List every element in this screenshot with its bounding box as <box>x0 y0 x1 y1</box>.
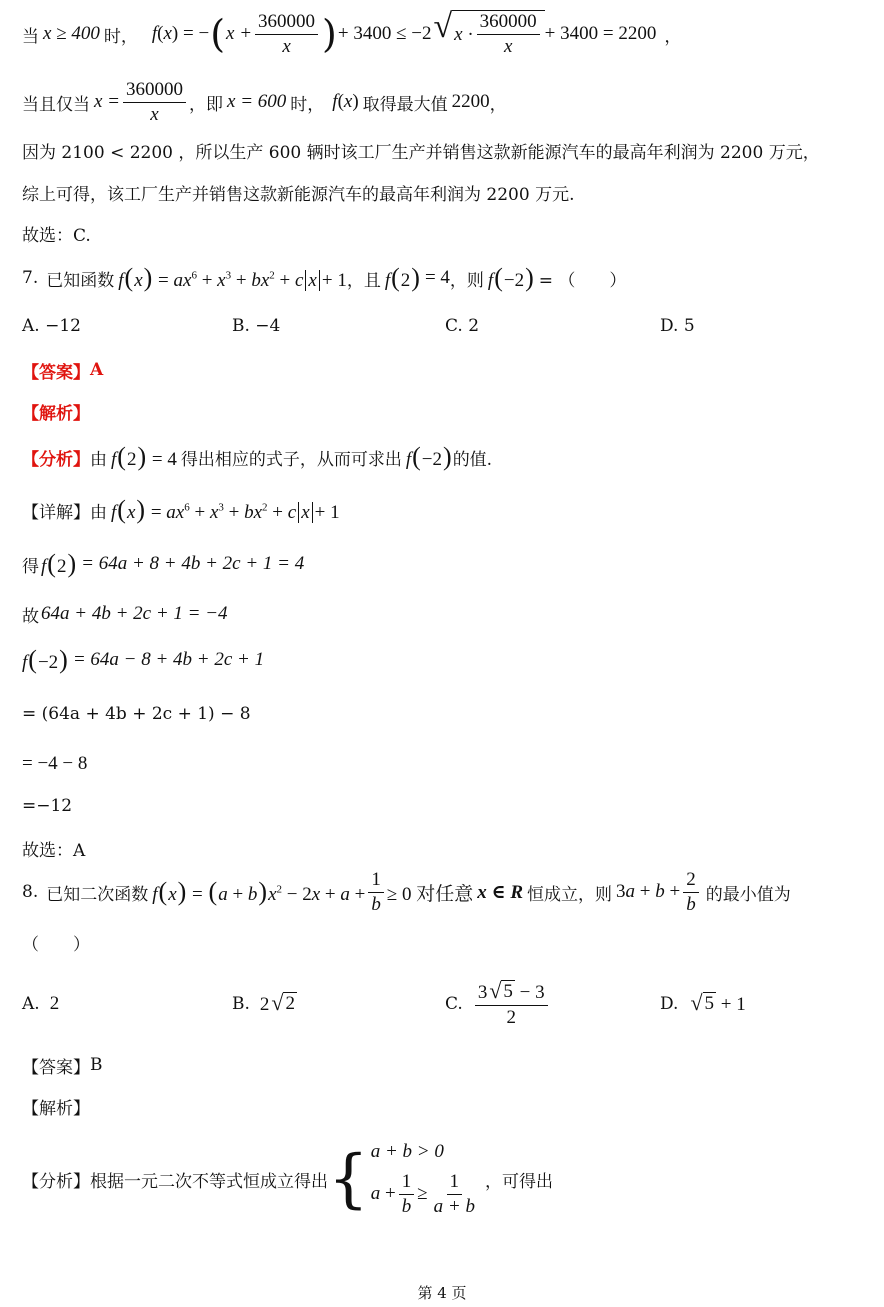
option-value: 3 √ 5 − 3 2 <box>475 980 548 1029</box>
q7-option-c: C. 2 <box>445 316 480 336</box>
left-brace: { <box>328 1142 369 1216</box>
q7-option-b: B. −4 <box>232 316 281 336</box>
question-8-stem <box>22 864 862 920</box>
inequality-1: a + b > 0 <box>370 1140 444 1162</box>
value: 2200 <box>451 91 490 112</box>
equation: x = 600 <box>227 91 287 112</box>
text: 已知函数 <box>46 270 115 291</box>
equation: 64a + 4b + 2c + 1 = −4 <box>41 603 228 624</box>
text: ，即 <box>189 94 224 115</box>
answer-label: 【答案】 <box>22 1057 90 1078</box>
q8-option-a <box>22 980 59 1028</box>
f-of-neg-2: f(−2) <box>405 441 452 471</box>
answer-value: A <box>90 360 104 380</box>
f-of-2: f(2) = 4 <box>111 441 177 471</box>
q7-option-d: D. 5 <box>660 316 695 336</box>
var-x: x = <box>94 91 121 112</box>
text: 由 <box>90 502 107 523</box>
f-of-neg-2: f(−2) <box>22 644 68 674</box>
text: 当 <box>22 26 39 47</box>
denominator: x <box>150 103 159 125</box>
numerator: 360000 <box>477 11 540 35</box>
xiangjie-label: 【详解】 <box>22 502 90 523</box>
option-value: 2 <box>49 993 60 1014</box>
page-footer: 第 4 页 <box>417 1284 467 1302</box>
text: 故 <box>22 606 39 627</box>
solution-line-1 <box>22 8 862 60</box>
q7-step-4: = (64a + 4b + 2c + 1) − 8 <box>22 704 251 724</box>
right-paren: ) <box>322 12 337 56</box>
q8-option-b <box>232 980 297 1028</box>
option-label: D. <box>660 994 679 1014</box>
sqrt-expression <box>433 10 544 58</box>
q8-analysis-label: 【解析】 <box>22 1098 90 1119</box>
text: 得出相应的式子，从而可求出 <box>180 449 402 470</box>
q7-step-5: = −4 − 8 <box>22 753 88 774</box>
solution-line-2 <box>22 76 862 128</box>
text: 已知二次函数 <box>46 884 149 905</box>
expression: + 3400 = 2200 <box>544 23 657 44</box>
numerator: 360000 <box>123 79 186 103</box>
fraction <box>477 11 540 58</box>
q8-fenxi-line <box>22 1134 862 1224</box>
answer-value: B <box>90 1055 103 1075</box>
option-value: √ 5 + 1 <box>690 990 746 1015</box>
text: 得 <box>22 556 39 577</box>
text: 根据一元二次不等式恒成立得出 <box>90 1171 328 1192</box>
solution-line-3: 因为 2100 < 2200 ，所以生产 600 辆时该工厂生产并销售这款新能源汽车的最高年利润为 2200 万元， <box>22 142 820 163</box>
text: 当且仅当 <box>22 94 90 115</box>
q8-option-d <box>660 980 746 1028</box>
numerator: 360000 <box>255 11 318 35</box>
text: ， <box>489 94 507 115</box>
q8-option-c <box>445 977 551 1028</box>
text: 恒成立，则 <box>527 884 613 905</box>
quadratic-function: $f(x) = (a + b)x^2 - 2x + a$ + <box>152 876 366 906</box>
q7-option-a: A. −12 <box>22 316 81 336</box>
solution-line-5: 故选：C. <box>22 225 91 246</box>
q7-step-3 <box>22 640 862 680</box>
solution-line-4: 综上可得，该工厂生产并销售这款新能源汽车的最高年利润为 2200 万元. <box>22 184 575 205</box>
question-number: 7. <box>22 268 39 288</box>
text: = （ ） <box>538 270 627 291</box>
option-label: A. <box>22 994 40 1014</box>
function-expression: f(x) = − <box>151 23 210 44</box>
analysis-label: 【解析】 <box>22 403 90 424</box>
fenxi-label: 【分析】 <box>22 1171 90 1192</box>
q7-analysis-label <box>22 397 862 425</box>
inequality-2: a + $\frac{1}{b}$ ≥ $\frac{1}{a + b}$ <box>370 1170 475 1217</box>
text: 时， <box>103 26 138 47</box>
radicand: x · $\frac{360000}{x}$ <box>452 10 545 58</box>
q7-answer-line <box>22 356 862 384</box>
f-of-neg-2: f(−2) <box>487 262 534 292</box>
option-label: C. <box>445 994 463 1014</box>
q7-step-2 <box>22 598 862 630</box>
q7-step-6: =−12 <box>22 796 73 816</box>
f-of-2: f(2) <box>41 548 77 578</box>
fraction <box>255 11 318 58</box>
condition: = 4 <box>424 267 450 288</box>
q8-paren: （ ） <box>22 934 90 955</box>
var-x: x + <box>226 23 253 44</box>
denominator: x <box>503 36 513 57</box>
option-label: B. <box>232 994 250 1014</box>
q7-fenxi-line <box>22 437 862 477</box>
q7-step-1 <box>22 544 862 584</box>
fenxi-label: 【分析】 <box>22 449 90 470</box>
text: ， <box>664 26 682 47</box>
f-of-2: f(2) <box>384 262 420 292</box>
text: 由 <box>90 449 107 470</box>
domain-condition: x ∈ R <box>477 881 524 903</box>
text: ，可得出 <box>484 1171 553 1192</box>
question-7-stem <box>22 258 862 298</box>
text: 时， <box>290 94 325 115</box>
fraction <box>123 79 186 126</box>
text: ，则 <box>449 270 484 291</box>
function-expression: f(x) <box>332 91 359 112</box>
q7-xiangjie-line <box>22 490 862 530</box>
fraction-1-over-b: $\frac{1}{b}$ <box>368 869 384 916</box>
text: ≥ 0 对任意 <box>386 883 474 905</box>
text: ，且 <box>346 270 381 291</box>
function-definition: $f(x) = ax^6 + x^3 + bx^2 + c$ x + 1 <box>111 494 340 524</box>
question-number: 8. <box>22 882 39 902</box>
left-paren: ( <box>210 12 226 56</box>
answer-label: 【答案】 <box>22 362 90 383</box>
inequality-system <box>371 1141 481 1218</box>
q7-choose: 故选：A <box>22 840 86 861</box>
equation: = 64a + 8 + 4b + 2c + 1 = 4 <box>81 553 305 574</box>
text: 的值. <box>452 449 493 470</box>
text: 取得最大值 <box>362 94 448 115</box>
function-definition: $f(x) = ax^6 + x^3 + bx^2 + c$ x + 1 <box>118 262 347 292</box>
q8-answer-line <box>22 1051 862 1079</box>
text: 的最小值为 <box>705 884 791 905</box>
target-expression: 3a + b + <box>616 881 681 902</box>
equation: = 64a − 8 + 4b + 2c + 1 <box>72 649 265 670</box>
radical-sign: √ <box>433 8 453 46</box>
option-value: 2 √ 2 <box>259 990 295 1015</box>
condition: x ≥ 400 <box>43 23 100 44</box>
fraction-2-over-b: $\frac{2}{b}$ <box>683 869 699 916</box>
expression: + 3400 ≤ −2 <box>337 23 432 44</box>
denominator: x <box>282 35 291 57</box>
